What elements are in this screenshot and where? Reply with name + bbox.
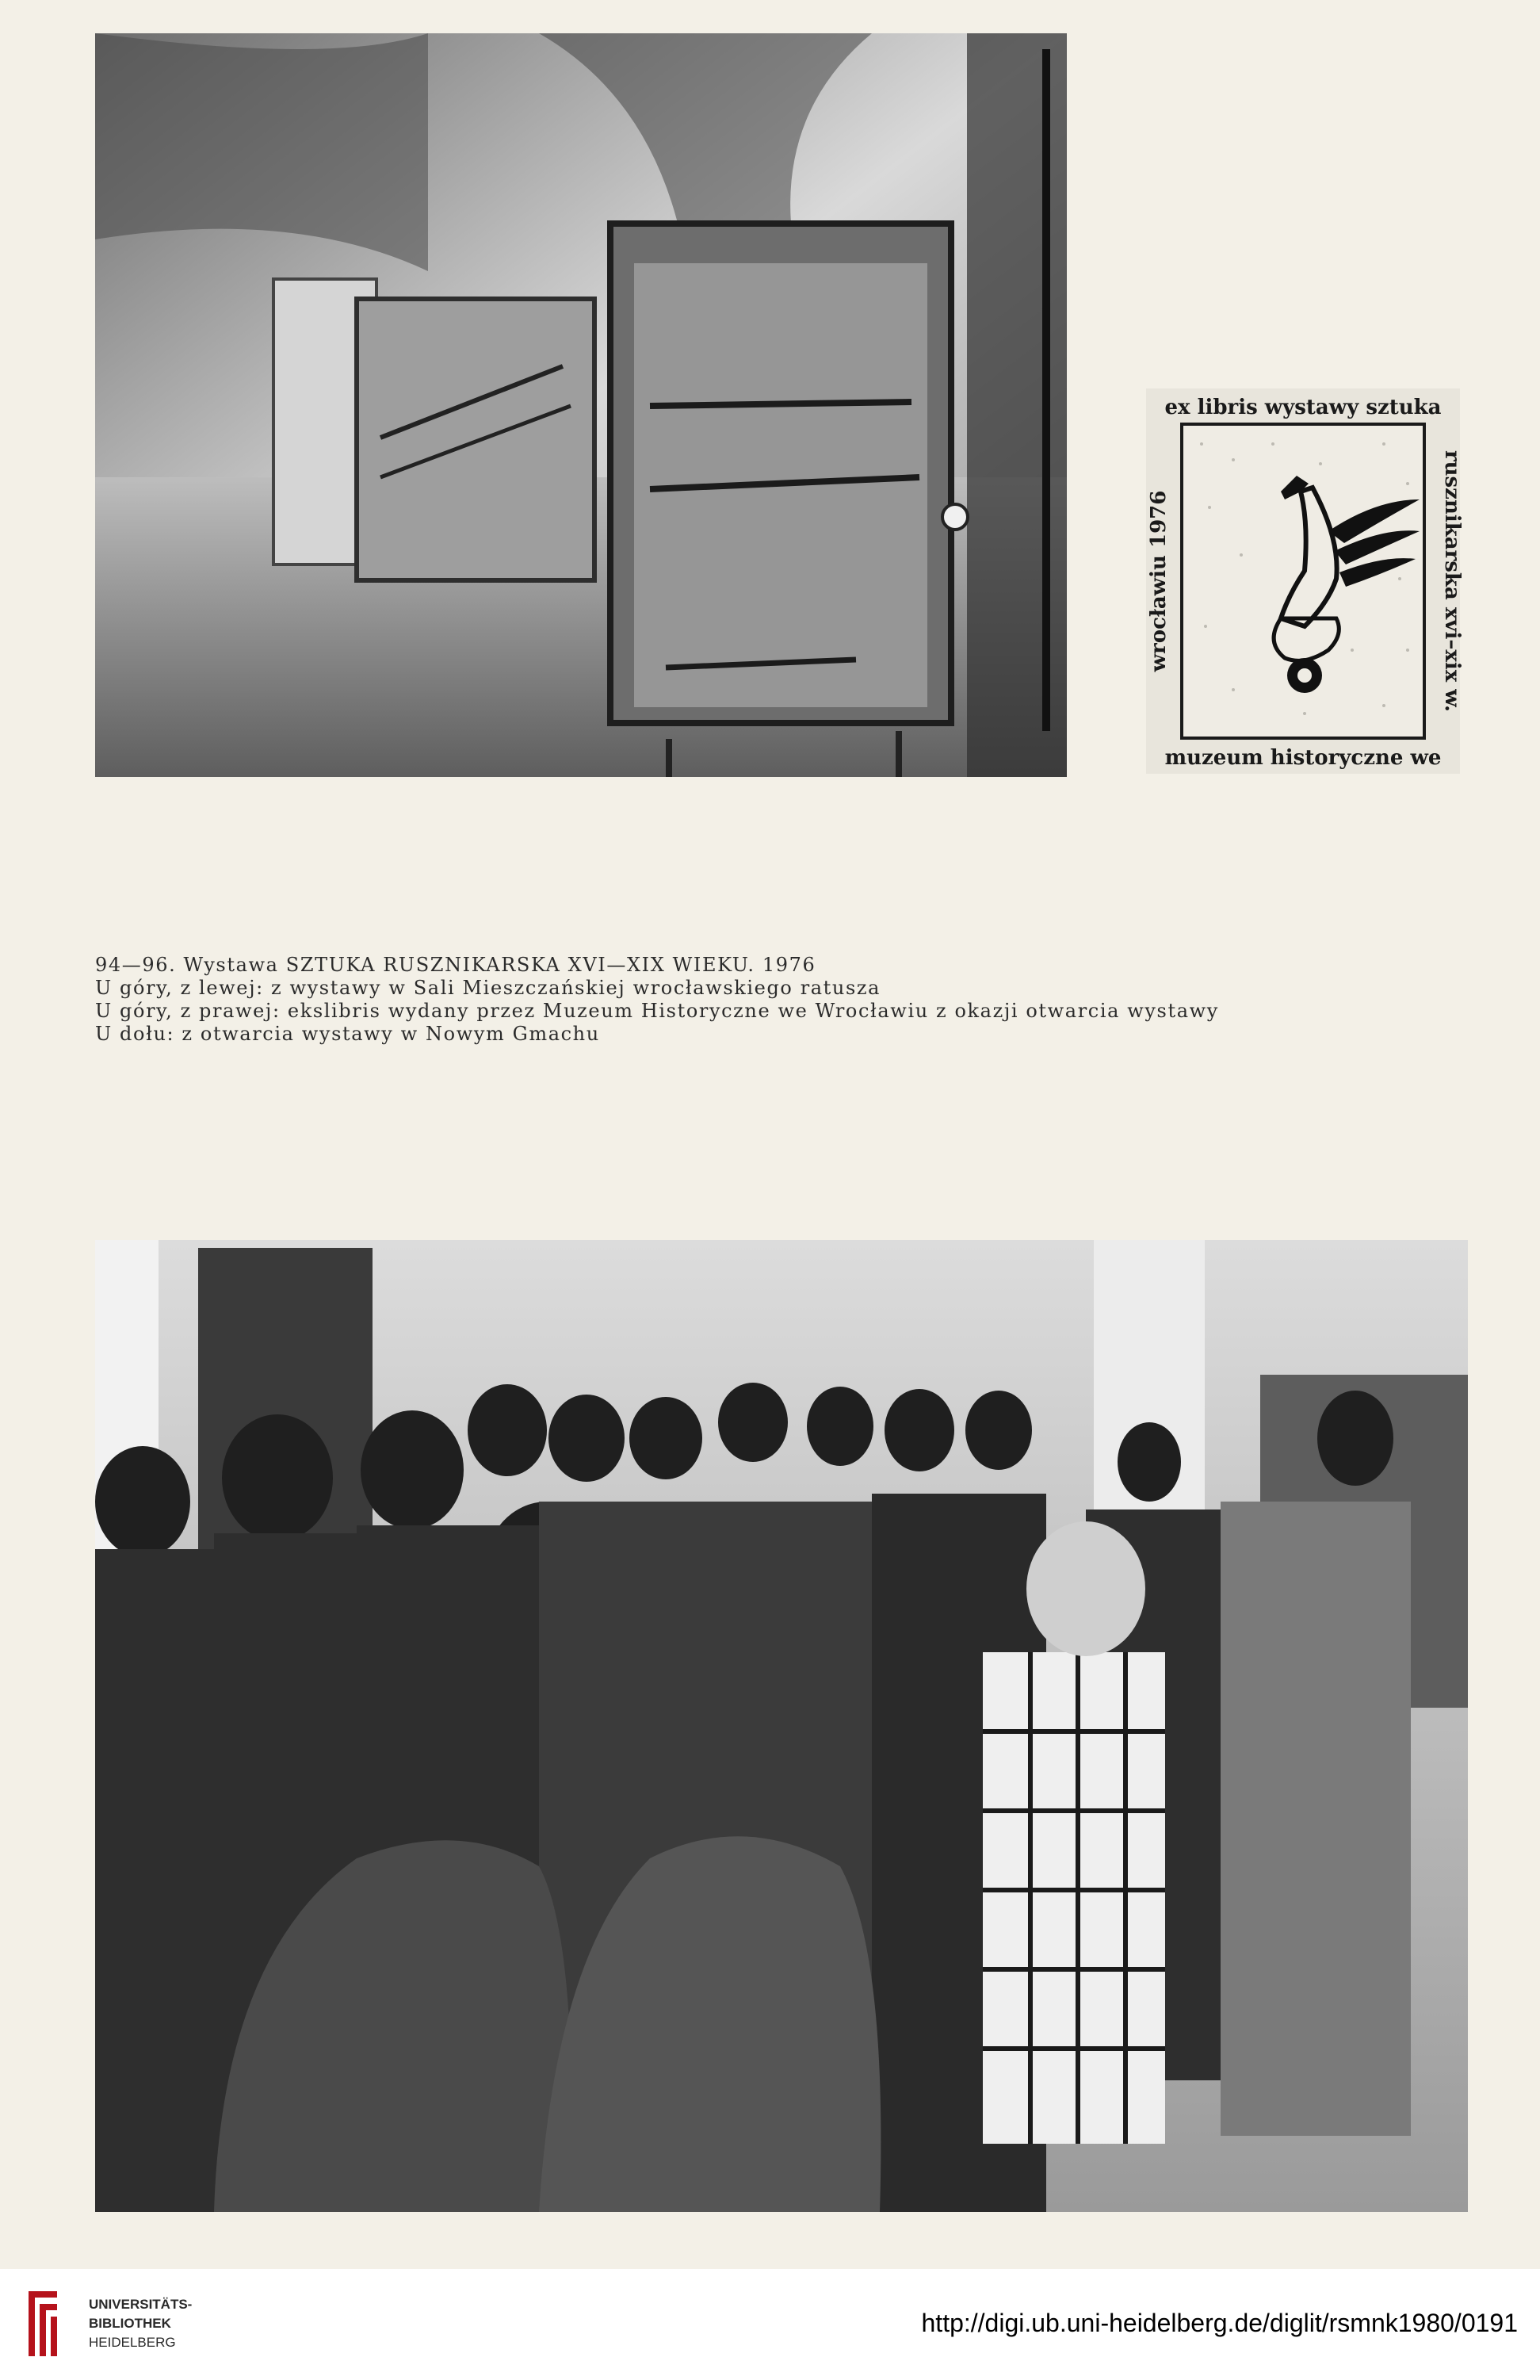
- bookplate-bottom-text: muzeum historyczne we: [1164, 746, 1442, 770]
- bookplate-left-text: wrocławiu 1976: [1147, 490, 1171, 672]
- library-name-line2: BIBLIOTHEK: [89, 2316, 171, 2331]
- university-library-logo: [24, 2286, 62, 2361]
- caption-line-bottom: U dołu: z otwarcia wystawy w Nowym Gmachu: [95, 1023, 600, 1045]
- bookplate-right-text: rusznikarska xvi–xix w.: [1440, 450, 1464, 713]
- ex-libris-illustration: [1146, 388, 1464, 774]
- exhibition-opening-photo: [95, 1240, 1468, 2212]
- exhibition-hall-illustration: [95, 33, 1067, 777]
- source-url-link[interactable]: http://digi.ub.uni-heidelberg.de/diglit/rsmnk1980/0191: [921, 2309, 1518, 2337]
- bookplate-top-text: ex libris wystawy sztuka: [1164, 396, 1442, 419]
- library-name-line3: HEIDELBERG: [89, 2335, 176, 2350]
- exhibition-opening-illustration: [95, 1240, 1468, 2212]
- figure-caption: [95, 954, 1443, 1046]
- library-name-line1: UNIVERSITÄTS-: [89, 2297, 193, 2312]
- ex-libris-bookplate: [1146, 388, 1464, 774]
- library-footer: [0, 2269, 1540, 2380]
- exhibition-hall-photo: [95, 33, 1067, 777]
- caption-line-top-left: U góry, z lewej: z wystawy w Sali Mieszczańskiej wrocławskiego ratusza: [95, 977, 881, 999]
- library-name: [89, 2295, 192, 2352]
- caption-title: 94—96. Wystawa SZTUKA RUSZNIKARSKA XVI—XIX WIEKU. 1976: [95, 954, 816, 976]
- caption-line-top-right: U góry, z prawej: ekslibris wydany przez Muzeum Historyczne we Wrocławiu z okazji otwarcia wystawy: [95, 1000, 1219, 1022]
